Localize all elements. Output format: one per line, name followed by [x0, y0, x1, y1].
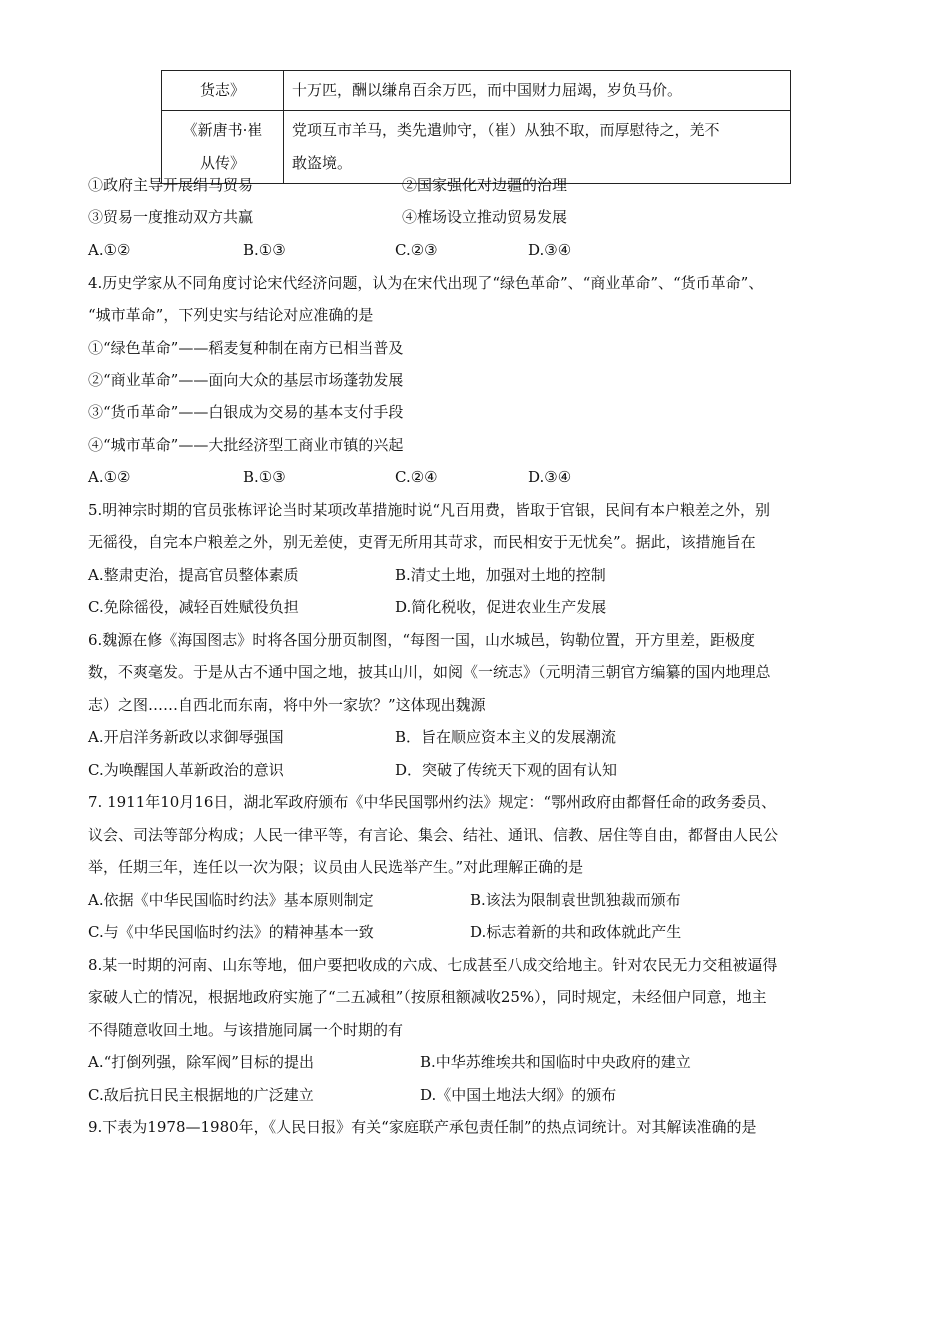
q6-stem: 数，不爽毫发。于是从古不通中国之地，披其山川，如阅《一统志》（元明清三朝官方编纂的国内地理总 [88, 663, 771, 681]
q3-statement-2: ②国家强化对边疆的治理 [402, 176, 568, 194]
content-cell [284, 71, 791, 111]
q7-option-d[interactable]: D.标志着新的共和政体就此产生 [470, 923, 682, 941]
source-table [161, 70, 791, 184]
q4-statement-1: ①“绿色革命”——稻麦复种制在南方已相当普及 [88, 339, 404, 357]
q4-option-d[interactable]: D.③④ [528, 468, 572, 486]
q4-option-c[interactable]: C.②④ [395, 468, 438, 486]
q4-statement-4: ④“城市革命”——大批经济型工商业市镇的兴起 [88, 436, 404, 454]
q4-statement-2: ②“商业革命”——面向大众的基层市场蓬勃发展 [88, 371, 404, 389]
content-text: 十万匹，酬以缣帛百余万匹，而中国财力屈竭，岁负马价。 [292, 81, 683, 99]
q9-stem: 9.下表为1978—1980年，《人民日报》有关“家庭联产承包责任制”的热点词统计。对其解读准确的是 [88, 1118, 757, 1136]
q4-stem: 4.历史学家从不同角度讨论宋代经济问题，认为在宋代出现了“绿色革命”、“商业革命”、“货币革命”、 [88, 274, 764, 292]
q7-option-c[interactable]: C.与《中华民国临时约法》的精神基本一致 [88, 923, 374, 941]
q8-stem: 不得随意收回土地。与该措施同属一个时期的有 [88, 1021, 404, 1039]
q6-stem: 6.魏源在修《海国图志》时将各国分册页制图，“每图一国，山水城邑，钩勒位置，开方里差，距极度 [88, 631, 755, 649]
content-cell [284, 111, 791, 184]
q5-option-c[interactable]: C.免除徭役，减轻百姓赋役负担 [88, 598, 299, 616]
q3-option-d[interactable]: D.③④ [528, 241, 572, 259]
q7-option-a[interactable]: A.依据《中华民国临时约法》基本原则制定 [88, 891, 374, 909]
q3-statement-3: ③贸易一度推动双方共赢 [88, 208, 254, 226]
q8-option-d[interactable]: D.《中国土地法大纲》的颁布 [420, 1086, 617, 1104]
table-row [162, 111, 791, 184]
q7-stem: 7. 1911年10月16日，湖北军政府颁布《中华民国鄂州约法》规定：“鄂州政府由都督任命的政务委员、 [88, 793, 777, 811]
q8-stem: 家破人亡的情况，根据地政府实施了“二五减租”（按原租额减收25%），同时规定，未经佃户同意，地主 [88, 988, 767, 1006]
q6-option-c[interactable]: C.为唤醒国人革新政治的意识 [88, 761, 284, 779]
q6-option-d[interactable]: D．突破了传统天下观的固有认知 [395, 761, 618, 779]
q3-statement-1: ①政府主导开展绢马贸易 [88, 176, 254, 194]
q7-option-b[interactable]: B.该法为限制袁世凯独裁而颁布 [470, 891, 681, 909]
q3-option-b[interactable]: B.①③ [243, 241, 286, 259]
q4-statement-3: ③“货币革命”——白银成为交易的基本支付手段 [88, 403, 404, 421]
q3-option-c[interactable]: C.②③ [395, 241, 438, 259]
q5-option-b[interactable]: B.清丈土地，加强对土地的控制 [395, 566, 606, 584]
source-text: 从传》 [199, 154, 245, 172]
q6-option-b[interactable]: B．旨在顺应资本主义的发展潮流 [395, 728, 617, 746]
source-text: 货志》 [199, 81, 245, 99]
source-cell [162, 111, 284, 184]
q7-stem: 议会、司法等部分构成；人民一律平等，有言论、集会、结社、通讯、信教、居住等自由，都督由人民公 [88, 826, 779, 844]
q8-option-a[interactable]: A.“打倒列强，除军阀”目标的提出 [88, 1053, 314, 1071]
source-text: 《新唐书·崔 [182, 121, 263, 139]
q4-option-a[interactable]: A.①② [88, 468, 131, 486]
source-cell [162, 71, 284, 111]
q7-stem: 举，任期三年，连任以一次为限；议员由人民选举产生。”对此理解正确的是 [88, 858, 584, 876]
q5-stem: 5.明神宗时期的官员张栋评论当时某项改革措施时说“凡百用费，皆取于官银，民间有本户粮差之外，别 [88, 501, 770, 519]
q8-option-b[interactable]: B.中华苏维埃共和国临时中央政府的建立 [420, 1053, 691, 1071]
content-text: 党项互市羊马，类先遣帅守，（崔）从独不取，而厚慰待之，羌不 [292, 121, 720, 139]
q8-stem: 8.某一时期的河南、山东等地，佃户要把收成的六成、七成甚至八成交给地主。针对农民无力交租被逼得 [88, 956, 778, 974]
q6-stem: 志）之图……自西北而东南，将中外一家欤？”这体现出魏源 [88, 696, 486, 714]
q4-option-b[interactable]: B.①③ [243, 468, 286, 486]
q5-stem: 无徭役，自完本户粮差之外，别无差使，吏胥无所用其苛求，而民相安于无忧矣”。据此，该措施旨在 [88, 533, 756, 551]
q5-option-a[interactable]: A.整肃吏治，提高官员整体素质 [88, 566, 299, 584]
q3-statement-4: ④榷场设立推动贸易发展 [402, 208, 568, 226]
q8-option-c[interactable]: C.敌后抗日民主根据地的广泛建立 [88, 1086, 314, 1104]
q5-option-d[interactable]: D.简化税收，促进农业生产发展 [395, 598, 607, 616]
q3-option-a[interactable]: A.①② [88, 241, 131, 259]
content-text: 敢盗境。 [292, 154, 353, 172]
table-row [162, 71, 791, 111]
q4-stem: “城市革命”，下列史实与结论对应准确的是 [88, 306, 374, 324]
q6-option-a[interactable]: A.开启洋务新政以求御辱强国 [88, 728, 284, 746]
